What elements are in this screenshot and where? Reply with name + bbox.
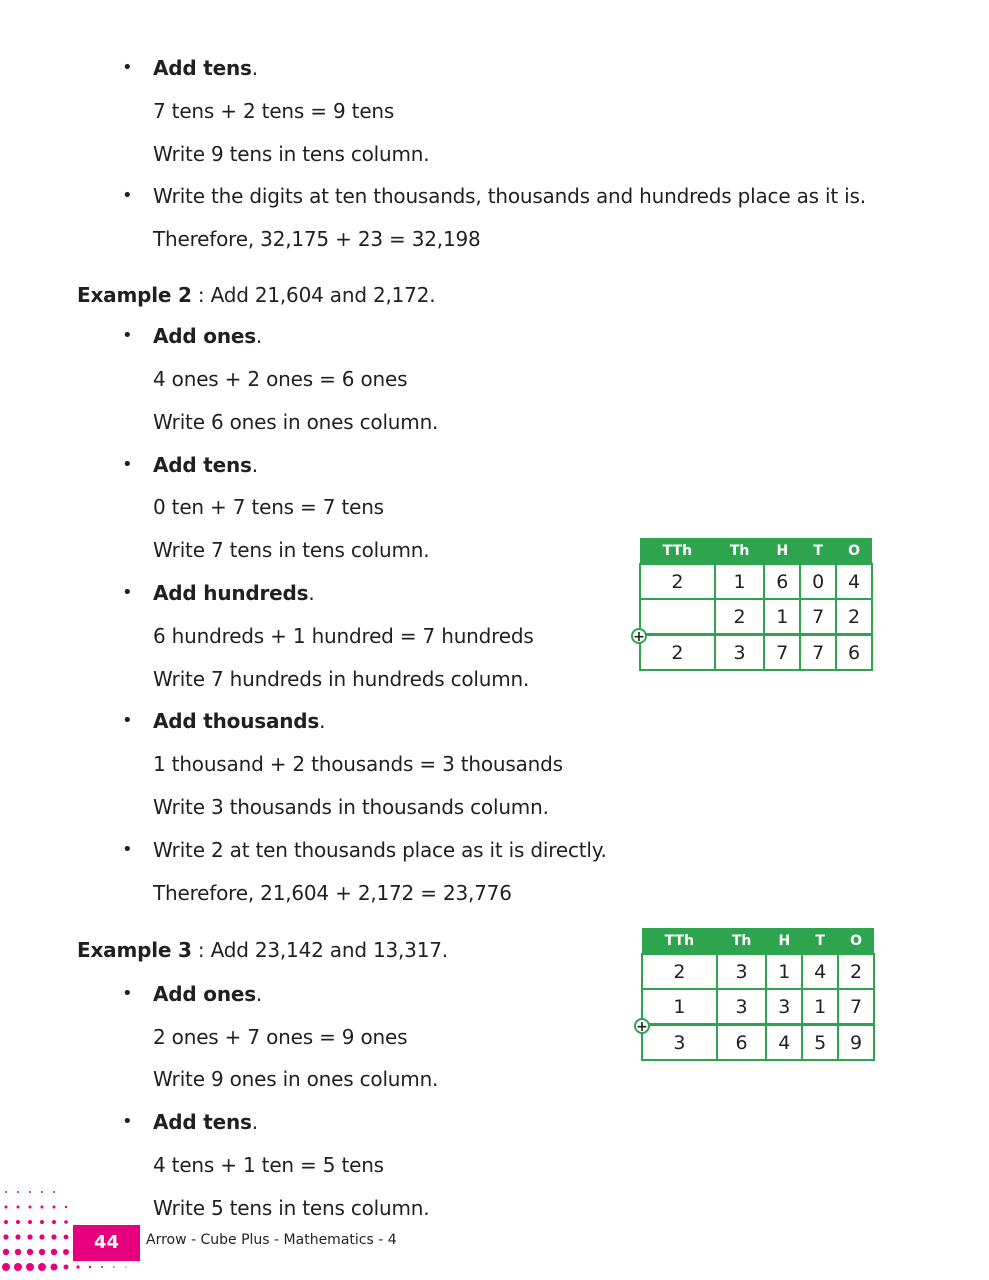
bullet-add-tens: • Add tens. — [153, 56, 258, 80]
bullet-add-ones: • Add ones. — [153, 324, 262, 348]
table-row — [642, 954, 874, 989]
digit-cell: 4 — [836, 564, 872, 599]
bullet-add-tens: • Add tens. — [153, 1110, 258, 1134]
bullet-write-ten-thousands: • Write 2 at ten thousands place as it is directly. — [153, 838, 607, 862]
table-row — [640, 564, 872, 599]
digit-cell: 7 — [800, 599, 836, 635]
digit-cell: 2 — [836, 599, 872, 635]
bullet-add-tens: • Add tens. — [153, 453, 258, 477]
digit-cell: 1 — [642, 989, 717, 1025]
digit-cell: 9 — [838, 1025, 874, 1061]
digit-cell: 2 — [640, 564, 715, 599]
step-text: 6 hundreds + 1 hundred = 7 hundreds — [153, 624, 534, 648]
table-row — [642, 989, 874, 1025]
digit-cell: 2 — [640, 635, 715, 671]
step-text: Write 3 thousands in thousands column. — [153, 795, 549, 819]
table-sum-row — [640, 635, 872, 671]
step-text: Write 7 tens in tens column. — [153, 538, 430, 562]
header-cell: O — [836, 538, 872, 564]
digit-cell: 2 — [642, 954, 717, 989]
digit-cell: 6 — [717, 1025, 767, 1061]
digit-cell: 7 — [800, 635, 836, 671]
digit-cell: 4 — [766, 1025, 802, 1061]
digit-cell: 0 — [800, 564, 836, 599]
digit-cell: 4 — [802, 954, 838, 989]
step-text: 1 thousand + 2 thousands = 3 thousands — [153, 752, 563, 776]
header-cell: TTh — [640, 538, 715, 564]
digit-cell: 3 — [642, 1025, 717, 1061]
page-number: 44 — [73, 1225, 140, 1261]
digit-cell: 6 — [836, 635, 872, 671]
place-value-table-1 — [639, 538, 873, 671]
step-text: Write 5 tens in tens column. — [153, 1196, 430, 1220]
step-text: 4 ones + 2 ones = 6 ones — [153, 367, 408, 391]
digit-cell: 7 — [764, 635, 800, 671]
header-cell: T — [802, 928, 838, 954]
header-cell: Th — [717, 928, 767, 954]
conclusion-text: Therefore, 32,175 + 23 = 32,198 — [153, 227, 481, 251]
header-cell: H — [766, 928, 802, 954]
digit-cell: 1 — [764, 599, 800, 635]
digit-cell — [640, 599, 715, 635]
header-cell: H — [764, 538, 800, 564]
header-cell: Th — [715, 538, 765, 564]
digit-cell: 7 — [838, 989, 874, 1025]
digit-cell: 1 — [802, 989, 838, 1025]
digit-cell: 1 — [715, 564, 765, 599]
step-text: 0 ten + 7 tens = 7 tens — [153, 495, 384, 519]
digit-cell: 2 — [838, 954, 874, 989]
digit-cell: 3 — [715, 635, 765, 671]
page-footer — [0, 1185, 989, 1280]
table-header-row — [640, 538, 872, 564]
step-text: Write 9 tens in tens column. — [153, 142, 430, 166]
digit-cell: 1 — [766, 954, 802, 989]
header-cell: O — [838, 928, 874, 954]
header-cell: T — [800, 538, 836, 564]
step-text: 4 tens + 1 ten = 5 tens — [153, 1153, 384, 1177]
plus-sign-icon: + — [634, 1018, 650, 1034]
table-sum-row — [642, 1025, 874, 1061]
example-3-heading: Example 3 : Add 23,142 and 13,317. — [77, 938, 448, 962]
table-header-row — [642, 928, 874, 954]
bullet-write-digits: • Write the digits at ten thousands, thousands and hundreds place as it is. — [153, 184, 866, 208]
step-text: 7 tens + 2 tens = 9 tens — [153, 99, 395, 123]
digit-cell: 5 — [802, 1025, 838, 1061]
digit-cell: 2 — [715, 599, 765, 635]
step-text: Write 6 ones in ones column. — [153, 410, 439, 434]
bullet-add-thousands: • Add thousands. — [153, 709, 325, 733]
conclusion-text: Therefore, 21,604 + 2,172 = 23,776 — [153, 881, 512, 905]
example-2-heading: Example 2 : Add 21,604 and 2,172. — [77, 283, 436, 307]
digit-cell: 3 — [766, 989, 802, 1025]
digit-cell: 3 — [717, 989, 767, 1025]
header-cell: TTh — [642, 928, 717, 954]
bullet-add-ones: • Add ones. — [153, 982, 262, 1006]
book-title: Arrow - Cube Plus - Mathematics - 4 — [146, 1232, 397, 1248]
place-value-table-2 — [641, 928, 875, 1061]
bullet-add-hundreds: • Add hundreds. — [153, 581, 315, 605]
digit-cell: 6 — [764, 564, 800, 599]
step-text: Write 7 hundreds in hundreds column. — [153, 667, 530, 691]
plus-sign-icon: + — [631, 628, 647, 644]
digit-cell: 3 — [717, 954, 767, 989]
step-text: 2 ones + 7 ones = 9 ones — [153, 1025, 408, 1049]
step-text: Write 9 ones in ones column. — [153, 1067, 439, 1091]
table-row — [640, 599, 872, 635]
